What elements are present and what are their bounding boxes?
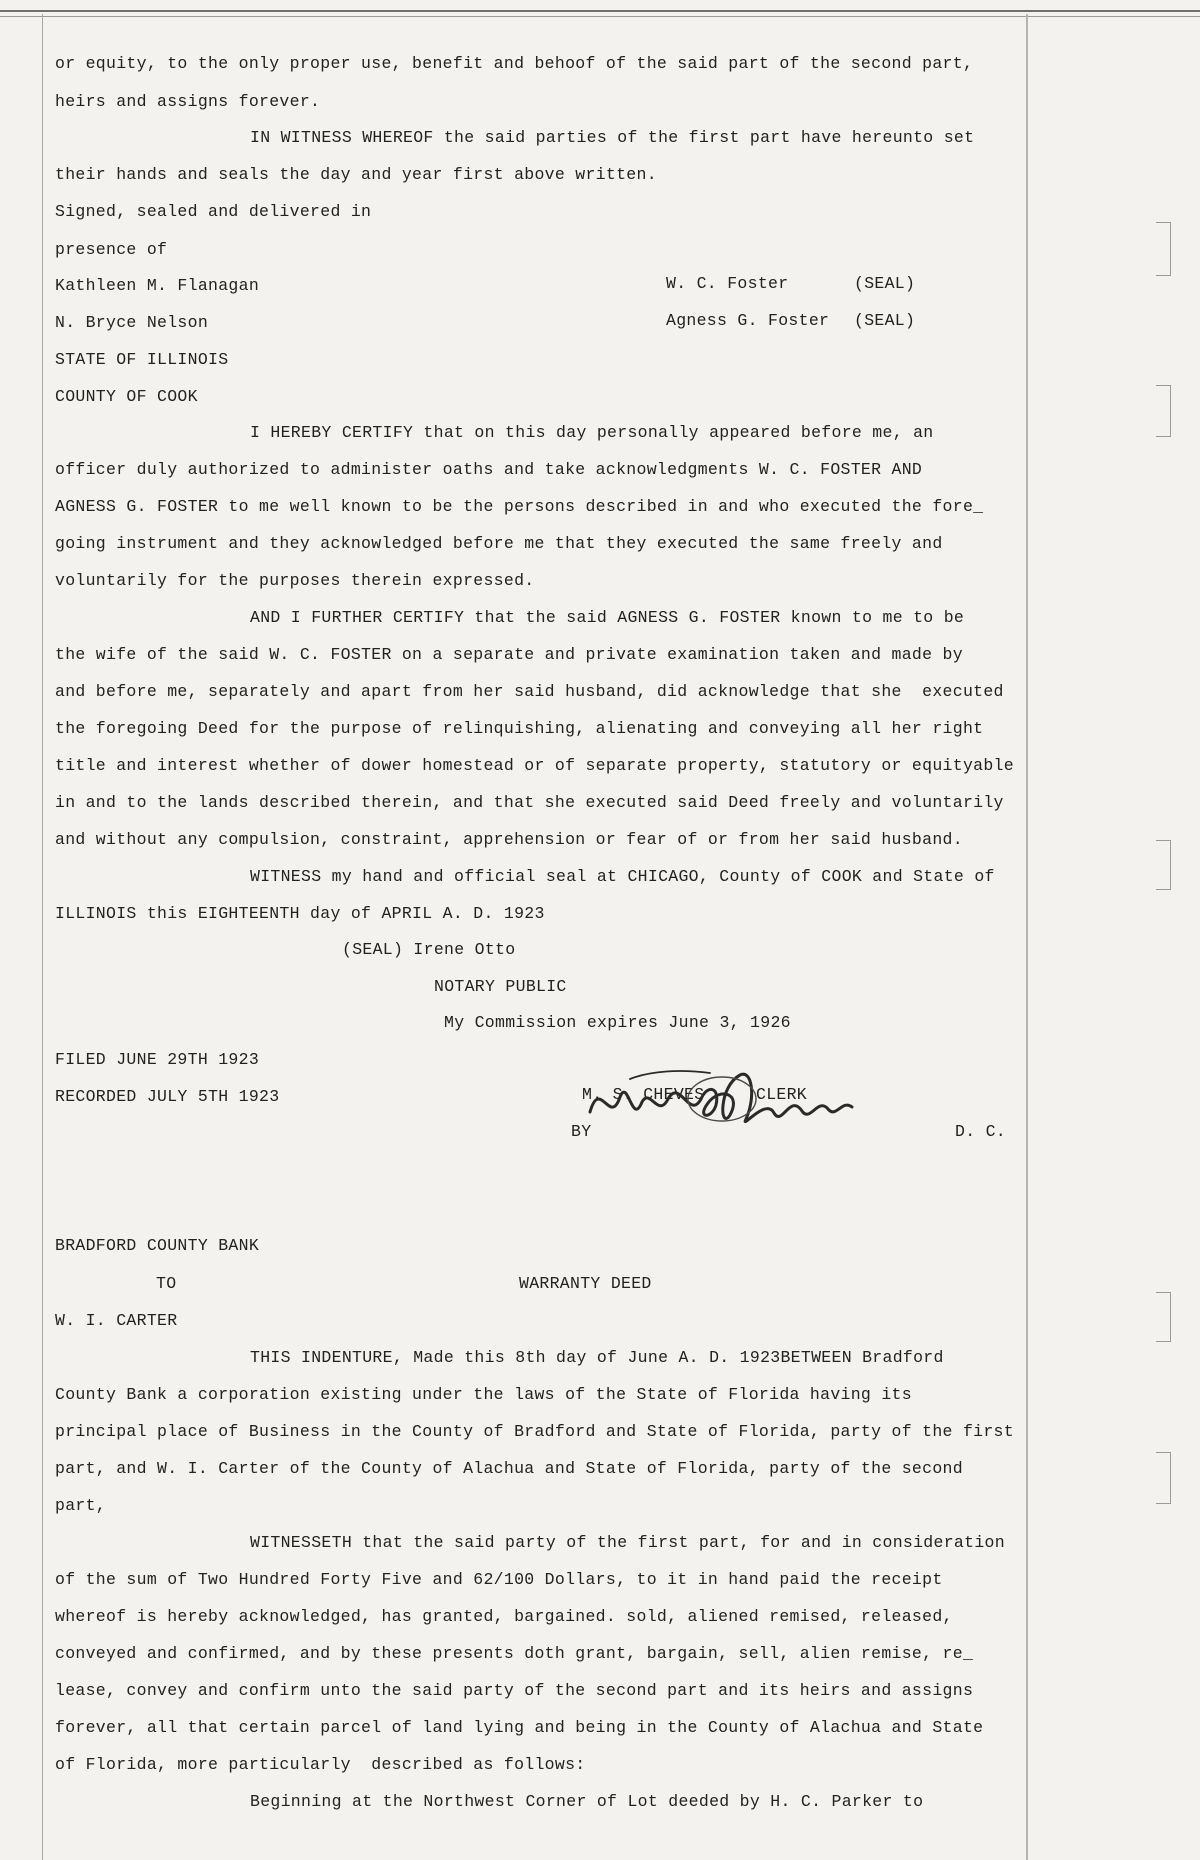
text-line: presence of	[55, 240, 168, 259]
text-line: whereof is hereby acknowledged, has granted, bargained. sold, aliened remised, released,	[55, 1607, 953, 1626]
text-line: and without any compulsion, constraint, apprehension or fear of or from her said husband.	[55, 830, 963, 849]
text-line: Beginning at the Northwest Corner of Lot deeded by H. C. Parker to	[250, 1792, 924, 1811]
text-line: voluntarily for the purposes therein expressed.	[55, 571, 535, 590]
witness-name: Kathleen M. Flanagan	[55, 276, 260, 295]
text-line: in and to the lands described therein, and that she executed said Deed freely and voluntarily	[55, 793, 1004, 812]
text-line: STATE OF ILLINOIS	[55, 350, 229, 369]
text-line: heirs and assigns forever.	[55, 92, 321, 111]
text-line: WITNESS my hand and official seal at CHICAGO, County of COOK and State of	[250, 867, 995, 886]
text-line: conveyed and confirmed, and by these presents doth grant, bargain, sell, alien remise, re_	[55, 1644, 974, 1663]
text-line: the wife of the said W. C. FOSTER on a separate and private examination taken and made by	[55, 645, 963, 664]
grantor-party: BRADFORD COUNTY BANK	[55, 1236, 260, 1255]
text-line: going instrument and they acknowledged before me that they executed the same freely and	[55, 534, 943, 553]
text-line: WITNESSETH that the said party of the first part, for and in consideration	[250, 1533, 1005, 1552]
notary-title: NOTARY PUBLIC	[434, 977, 567, 996]
clerk-signature	[570, 1057, 870, 1147]
deed-title: WARRANTY DEED	[519, 1274, 652, 1293]
text-line: the foregoing Deed for the purpose of relinquishing, alienating and conveying all her right	[55, 719, 984, 738]
clerk-name: M. S. CHEVES	[582, 1085, 705, 1104]
grantee-party: W. I. CARTER	[55, 1311, 178, 1330]
text-line: I HEREBY CERTIFY that on this day personally appeared before me, an	[250, 423, 934, 442]
text-line: of Florida, more particularly described as follows:	[55, 1755, 586, 1774]
text-line: or equity, to the only proper use, benefit and behoof of the said part of the second part,	[55, 54, 974, 73]
text-line: principal place of Business in the County of Bradford and State of Florida, party of the first	[55, 1422, 1014, 1441]
text-line: officer duly authorized to administer oaths and take acknowledgments W. C. FOSTER AND	[55, 460, 923, 479]
text-line: Signed, sealed and delivered in	[55, 202, 372, 221]
by-label: BY	[571, 1122, 592, 1141]
grantor-name: W. C. Foster	[666, 274, 789, 293]
grantor-name: Agness G. Foster	[666, 311, 830, 330]
commission-expiry: My Commission expires June 3, 1926	[444, 1013, 791, 1032]
text-line: ILLINOIS this EIGHTEENTH day of APRIL A. D. 1923	[55, 904, 545, 923]
margin-bracket	[1156, 222, 1171, 276]
left-margin-rule	[42, 14, 43, 1860]
seal-mark: (SEAL)	[854, 311, 916, 330]
witness-name: N. Bryce Nelson	[55, 313, 209, 332]
margin-bracket	[1156, 1292, 1171, 1342]
margin-bracket	[1156, 840, 1171, 890]
text-line: County Bank a corporation existing under the laws of the State of Florida having its	[55, 1385, 912, 1404]
text-line: IN WITNESS WHEREOF the said parties of the first part have hereunto set	[250, 128, 975, 147]
seal-mark: (SEAL)	[854, 274, 916, 293]
clerk-title: CLERK	[756, 1085, 808, 1104]
notary-name: (SEAL) Irene Otto	[342, 940, 516, 959]
text-line: part, and W. I. Carter of the County of Alachua and State of Florida, party of the second	[55, 1459, 963, 1478]
text-line: of the sum of Two Hundred Forty Five and 62/100 Dollars, to it in hand paid the receipt	[55, 1570, 943, 1589]
margin-bracket	[1156, 385, 1171, 437]
deputy-clerk-label: D. C.	[955, 1122, 1007, 1141]
text-line: forever, all that certain parcel of land lying and being in the County of Alachua and State	[55, 1718, 984, 1737]
margin-bracket	[1156, 1452, 1171, 1504]
text-line: part,	[55, 1496, 107, 1515]
text-line: lease, convey and confirm unto the said party of the second part and its heirs and assigns	[55, 1681, 974, 1700]
top-border-line-secondary	[0, 16, 1200, 17]
text-line: AND I FURTHER CERTIFY that the said AGNESS G. FOSTER known to me to be	[250, 608, 965, 627]
recorded-date: RECORDED JULY 5TH 1923	[55, 1087, 280, 1106]
text-line: their hands and seals the day and year first above written.	[55, 165, 657, 184]
to-label: TO	[156, 1274, 177, 1293]
text-line: title and interest whether of dower homestead or of separate property, statutory or equityable	[55, 756, 1014, 775]
text-line: AGNESS G. FOSTER to me well known to be the persons described in and who executed the fore_	[55, 497, 984, 516]
text-line: THIS INDENTURE, Made this 8th day of June A. D. 1923BETWEEN Bradford	[250, 1348, 944, 1367]
filed-date: FILED JUNE 29TH 1923	[55, 1050, 260, 1069]
text-line: and before me, separately and apart from her said husband, did acknowledge that she executed	[55, 682, 1004, 701]
top-border-line	[0, 10, 1200, 12]
right-margin-rule	[1026, 14, 1028, 1860]
text-line: COUNTY OF COOK	[55, 387, 198, 406]
